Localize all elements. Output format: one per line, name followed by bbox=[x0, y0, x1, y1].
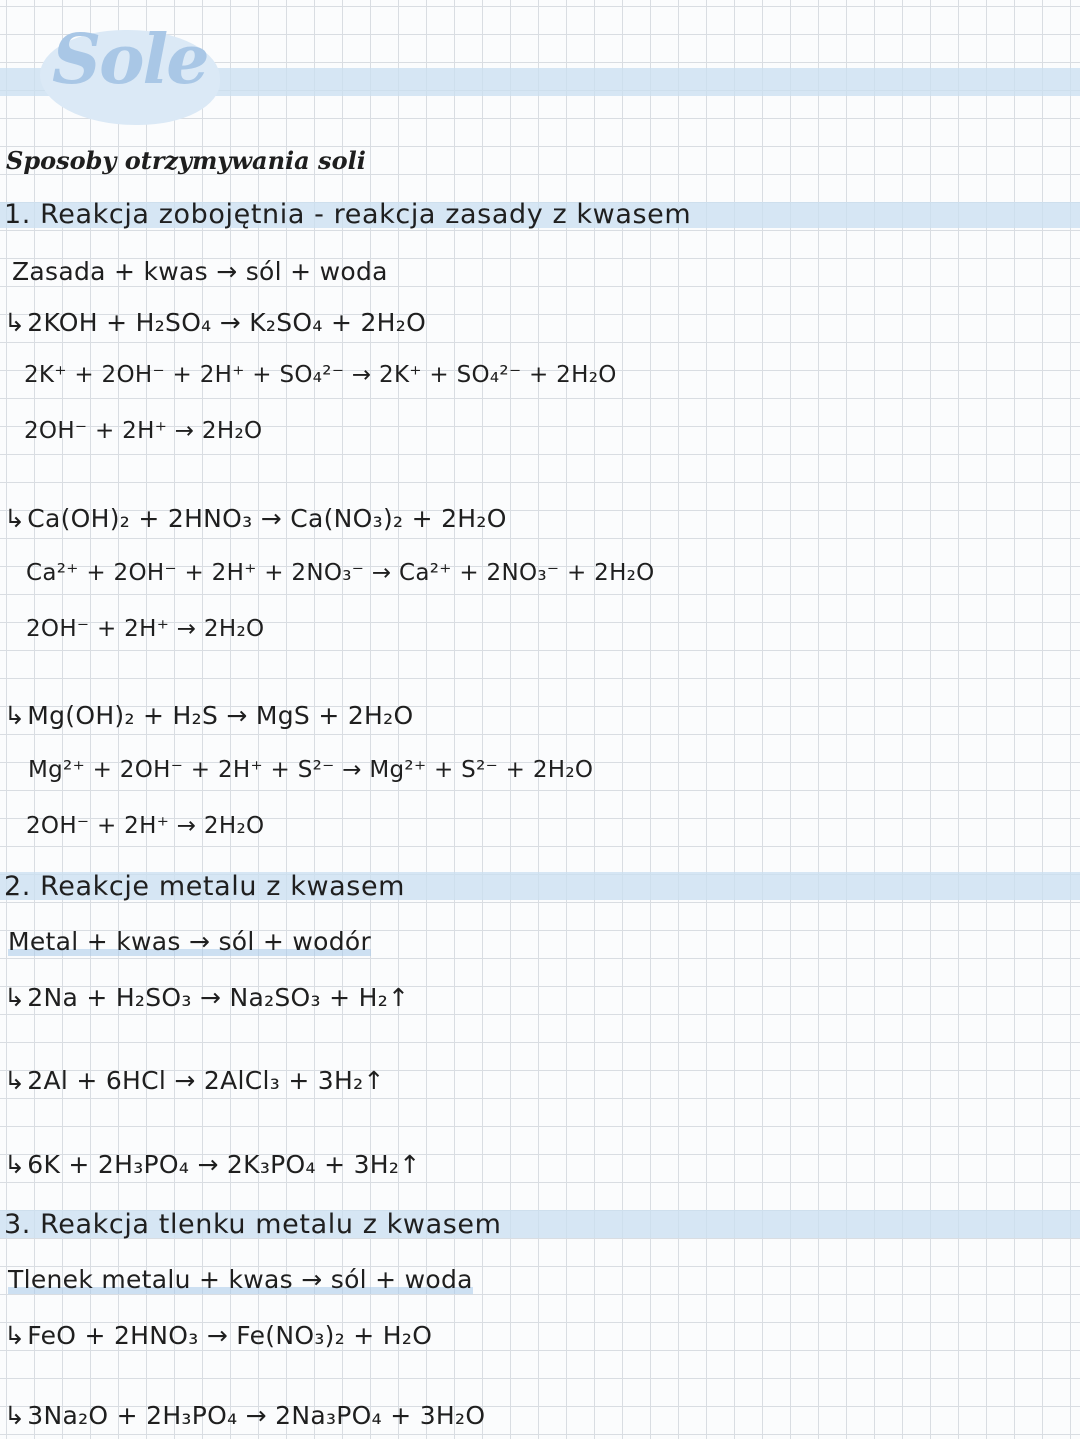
reaction-1-2-molecular bbox=[4, 506, 507, 531]
page-subtitle: Sposoby otrzymywania soli bbox=[6, 146, 366, 175]
section-1-heading: 1. Reakcja zobojętnia - reakcja zasady z kwasem bbox=[4, 199, 692, 230]
reaction-1-1-short-ionic: 2OH⁻ + 2H⁺ → 2H₂O bbox=[24, 418, 263, 444]
reaction-1-2-ionic: Ca²⁺ + 2OH⁻ + 2H⁺ + 2NO₃⁻ → Ca²⁺ + 2NO₃⁻ + 2H₂O bbox=[26, 560, 655, 586]
reaction-3-2-molecular bbox=[4, 1403, 485, 1428]
equation-text: 2Na + H₂SO₃ → Na₂SO₃ + H₂↑ bbox=[27, 983, 410, 1012]
reaction-1-3-short-ionic: 2OH⁻ + 2H⁺ → 2H₂O bbox=[26, 813, 265, 839]
reaction-2-2-molecular bbox=[4, 1068, 385, 1093]
reaction-1-2-short-ionic: 2OH⁻ + 2H⁺ → 2H₂O bbox=[26, 616, 265, 642]
equation-text: Mg(OH)₂ + H₂S → MgS + 2H₂O bbox=[27, 701, 414, 730]
page-title: Sole bbox=[52, 20, 208, 100]
branch-arrow-icon: ↳ bbox=[4, 1321, 26, 1350]
section-2-scheme bbox=[8, 929, 371, 954]
equation-text: FeO + 2HNO₃ → Fe(NO₃)₂ + H₂O bbox=[27, 1321, 433, 1350]
reaction-1-3-molecular bbox=[4, 703, 413, 728]
branch-arrow-icon: ↳ bbox=[4, 701, 26, 730]
scheme-text: Metal + kwas → sól + wodór bbox=[8, 927, 372, 956]
equation-text: 2KOH + H₂SO₄ → K₂SO₄ + 2H₂O bbox=[27, 308, 427, 337]
branch-arrow-icon: ↳ bbox=[4, 1401, 26, 1430]
equation-text: 2Al + 6HCl → 2AlCl₃ + 3H₂↑ bbox=[27, 1066, 385, 1095]
branch-arrow-icon: ↳ bbox=[4, 983, 26, 1012]
reaction-3-1-molecular bbox=[4, 1323, 432, 1348]
section-2-heading: 2. Reakcje metalu z kwasem bbox=[4, 871, 406, 902]
branch-arrow-icon: ↳ bbox=[4, 504, 26, 533]
branch-arrow-icon: ↳ bbox=[4, 1066, 26, 1095]
section-1-scheme: Zasada + kwas → sól + woda bbox=[12, 257, 388, 286]
section-3-heading: 3. Reakcja tlenku metalu z kwasem bbox=[4, 1209, 502, 1240]
reaction-1-1-molecular bbox=[4, 310, 426, 335]
reaction-1-3-ionic: Mg²⁺ + 2OH⁻ + 2H⁺ + S²⁻ → Mg²⁺ + S²⁻ + 2H₂O bbox=[28, 757, 594, 783]
branch-arrow-icon: ↳ bbox=[4, 1150, 26, 1179]
equation-text: Ca(OH)₂ + 2HNO₃ → Ca(NO₃)₂ + 2H₂O bbox=[27, 504, 507, 533]
reaction-2-3-molecular bbox=[4, 1152, 420, 1177]
reaction-2-1-molecular bbox=[4, 985, 409, 1010]
branch-arrow-icon: ↳ bbox=[4, 308, 26, 337]
equation-text: 3Na₂O + 2H₃PO₄ → 2Na₃PO₄ + 3H₂O bbox=[27, 1401, 486, 1430]
reaction-1-1-ionic: 2K⁺ + 2OH⁻ + 2H⁺ + SO₄²⁻ → 2K⁺ + SO₄²⁻ + 2H₂O bbox=[24, 362, 617, 388]
equation-text: 6K + 2H₃PO₄ → 2K₃PO₄ + 3H₂↑ bbox=[27, 1150, 421, 1179]
scheme-text: Tlenek metalu + kwas → sól + woda bbox=[8, 1265, 473, 1294]
section-3-scheme bbox=[8, 1267, 473, 1292]
